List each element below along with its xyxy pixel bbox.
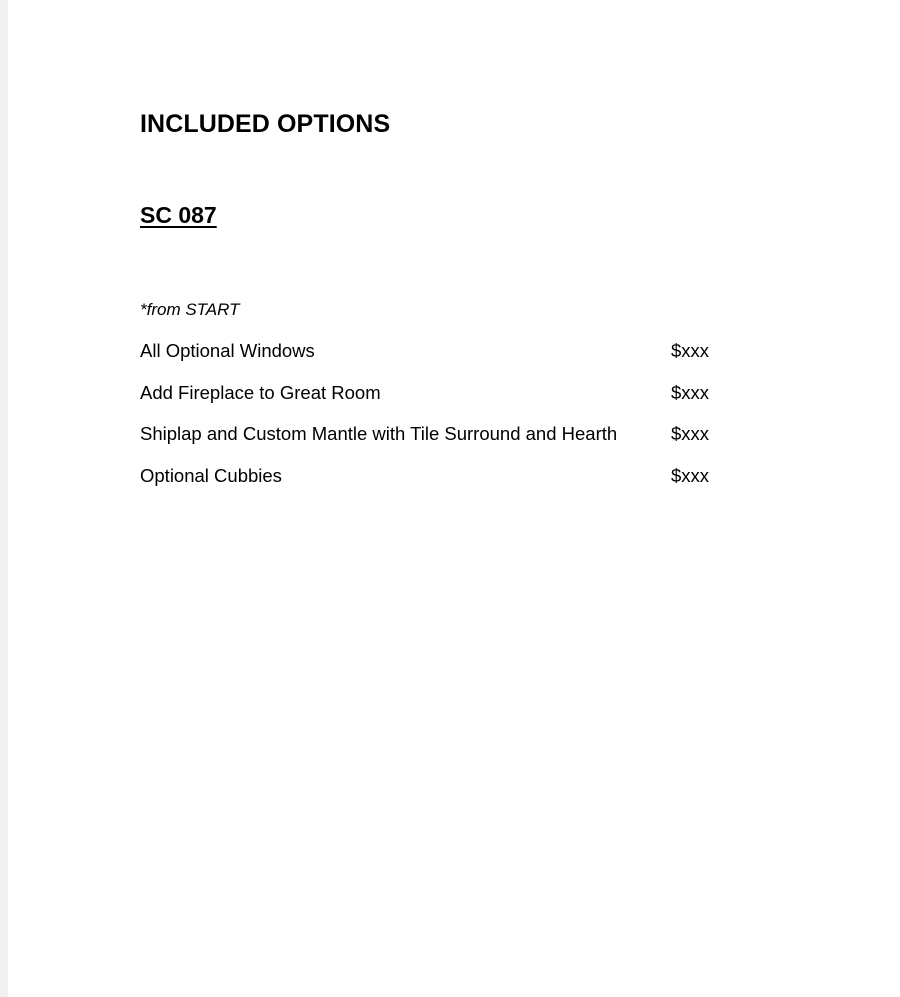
document-title: INCLUDED OPTIONS: [140, 110, 391, 138]
page-left-edge: [0, 0, 8, 997]
option-label: All Optional Windows: [140, 340, 315, 361]
option-label: Optional Cubbies: [140, 464, 282, 486]
option-label: Add Fireplace to Great Room: [140, 381, 381, 403]
option-price: $xxx: [671, 340, 710, 361]
option-row-shiplap-mantle: [140, 423, 740, 465]
option-price: $xxx: [671, 464, 710, 486]
option-price: $xxx: [671, 381, 710, 403]
option-row-all-optional-windows: [140, 340, 740, 382]
from-start-note: *from START: [140, 300, 240, 319]
option-row-optional-cubbies: [140, 465, 740, 507]
options-list: [140, 340, 740, 506]
option-label: Shiplap and Custom Mantle with Tile Surround and Hearth: [140, 423, 618, 444]
option-price: $xxx: [671, 423, 710, 444]
option-row-add-fireplace: [140, 382, 740, 424]
plan-code-heading: SC 087: [140, 202, 217, 228]
